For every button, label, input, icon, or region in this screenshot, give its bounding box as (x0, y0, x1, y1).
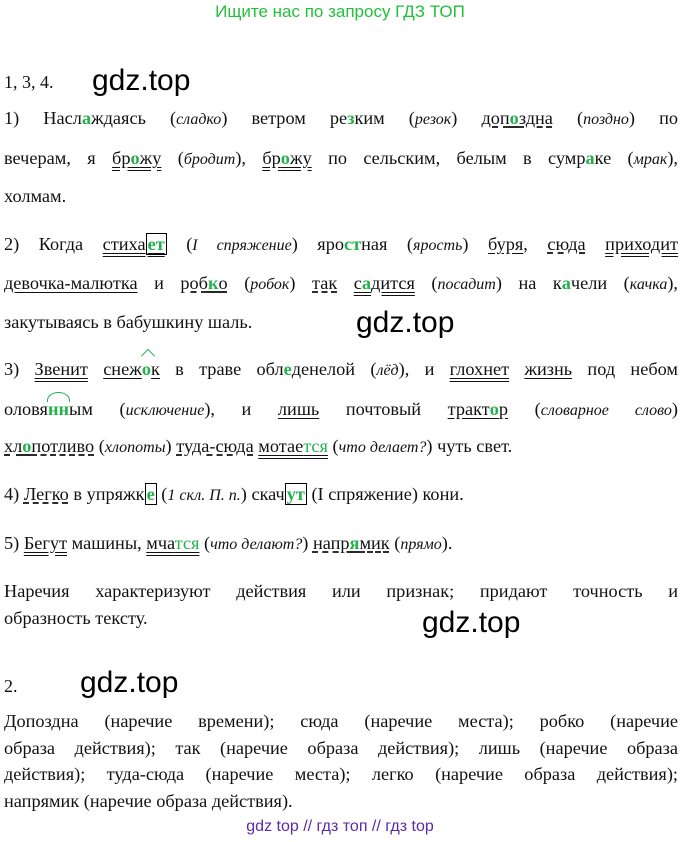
task-2-line-3: действия); туда-сюда (наречие места); легко (наречие образа действия); (4, 764, 678, 784)
sentence-4: 4) Легко в упряжк е (1 скл. П. п.) скач ут (I спряжение) кони. (4, 484, 464, 504)
conclusion-line-2: образность тексту. (4, 608, 148, 628)
watermark: gdz.top (422, 606, 521, 639)
sentence-3-line-3: хлопотливо (хлопоты) туда-сюда мотается (что делает?) чуть свет. (4, 436, 513, 456)
task-2-line-1: Допоздна (наречие времени); сюда (наречие места); робко (наречие (4, 711, 678, 731)
sentence-3-line-1: 3) Звенит снежок в траве обледенелой (лёд), и глохнет жизнь под небом (4, 359, 678, 379)
watermark: gdz.top (92, 64, 191, 97)
task-label: 1, 3, 4. (4, 72, 54, 92)
sentence-2-line-3: закутываясь в бабушкину шаль. (4, 312, 253, 332)
conclusion-line-1: Наречия характеризуют действия или признак; придают точность и (4, 581, 678, 601)
sentence-1-line-1: 1) Наслаждаясь (сладко) ветром резким (резок) допоздна (поздно) по (4, 108, 678, 128)
sentence-3-line-2: оловянным (исключение), и лишь почтовый трактор (словарное слово) (4, 399, 678, 419)
header-banner: Ищите нас по запросу ГДЗ ТОП (215, 2, 465, 21)
task-2-label: 2. (4, 676, 18, 696)
sentence-1-line-2: вечерам, я брожу (бродит), брожу по сельским, белым в сумраке (мрак), (4, 148, 678, 168)
footer-banner: gdz top // гдз топ // гдз top (246, 818, 434, 835)
sentence-2-line-1: 2) Когда стиха ет (I спряжение) яростная (ярость) буря, сюда приходит (4, 234, 678, 254)
task-2-line-2: образа действия); так (наречие образа действия); лишь (наречие образа (4, 738, 678, 758)
sentence-5: 5) Бегут машины, мчатся (что делают?) напрямик (прямо). (4, 533, 453, 553)
task-2-line-4: напрямик (наречие образа действия). (4, 791, 293, 811)
watermark: gdz.top (356, 306, 455, 339)
sentence-2-line-2: девочка-малютка и робко (робок) так садится (посадит) на качели (качка), (4, 273, 678, 293)
watermark: gdz.top (80, 666, 179, 699)
sentence-1-line-3: холмам. (4, 186, 67, 206)
